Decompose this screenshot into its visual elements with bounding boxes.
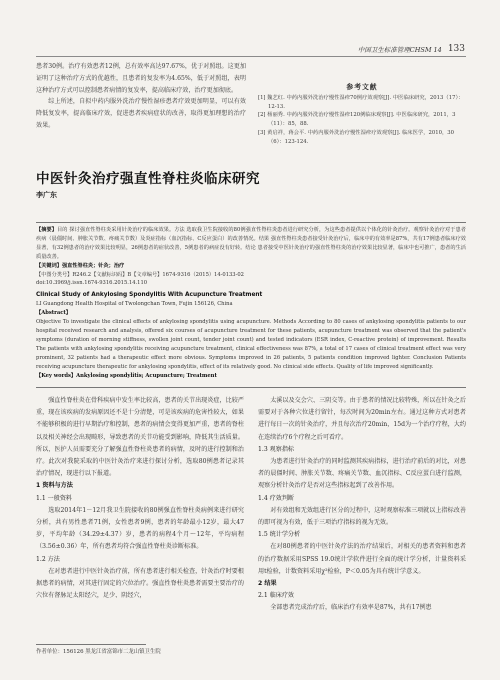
reference-item: [1] 魏艺红. 中药内服外洗治疗慢性湿疹70例疗效观察[J]. 中医临床研究，2013（17）：12-13. xyxy=(258,95,464,110)
subsection-heading: 1.1 一般资料 xyxy=(36,494,73,502)
article-title: 中医针灸治疗强直性脊柱炎临床研究 xyxy=(36,171,260,187)
cn-keywords xyxy=(36,262,466,271)
author-affiliation-footnote: 作者单位：156126 黑龙江省富锦市二龙山镇卫生院 xyxy=(36,649,161,655)
section-heading: 1 资料与方法 xyxy=(36,482,73,490)
section-heading: 2 结果 xyxy=(258,580,277,588)
paragraph: 患者30例。治疗有效患者12例，总有效率高达97.67%，优于对照组。这更加证明了这种治疗方式的优越性，且患者的复发率为4.65%，低于对照组，表明这种治疗方式可以控制患者病情的复发率，提高临床疗效，治疗更加彻底。 xyxy=(36,63,246,94)
paragraph: 选取2014年1－12月我卫生院接收的80例强直性脊柱炎病例来进行研究分析，共有男性患者71例，女性患者9例，患者的年龄最小12岁，最大47岁，平均年龄（34.29±4.37）岁，患者的病程4个月～12年，平均病程（3.56±0.36）年，所有患者均符合强直性脊柱炎诊断标准。 xyxy=(36,506,244,551)
references-title: 参考文献 xyxy=(346,83,378,91)
en-abstract-label-text: 【Abstract】 xyxy=(36,310,71,317)
en-abstract-text: Objective To investigate the clinical effects of ankylosing spondylitis using acupuncture. Methods According to 80 cases of ankylosing spondylitis patients to our hospital received research and analysis, offered six courses of acupuncture treatment for these patients, acupuncture treatment was observed that the patient's symptoms (duration of morning stiffness, swollen joint count, tender joint count) and tested indicators (ESR index, C-reactive protein) of improvement. Results The patients with ankylosing spondylitis receiving acupuncture treatment, clinical effectiveness was 87%, a total of 17 cases of clinical treatment effect was very prominent, 32 patients had a therapeutic effect more obvious. Symptoms improved in 26 patients, 5 patients condition improved lighter. Conclusion Patients receiving acupuncture therapeutic for ankylosing spondylitis, effect of its relatively good. No clinical side effects. Quality of life improved significantly. xyxy=(36,319,466,370)
subsection-heading: 1.5 统计学分析 xyxy=(258,531,301,539)
subsection-heading: 1.2 方法 xyxy=(36,555,60,563)
paragraph: 强直性脊柱炎在骨科疾病中发生率比较高，患者的关节出现炎症，比较严重，现在该疾病的发病原因还不是十分清楚，可是该疾病的危害性较大，如果不能够积极的进行早期治疗和控制，患者的病情会变得更加严重，患者的脊柱以及相关神经会出现畸形，导致患者的关节功能受到影响，降低其生活质量。所以，医护人员需要充分了解强直性脊柱炎患者的病情，及时的进行控制和治疗。此次对我院采取的中医针灸治疗来进行探讨分析，选取80例患者记录其治疗情况，现进行以下报道。 xyxy=(36,397,244,478)
cn-classification: 【中图分类号】R246.2【文献标识码】B【文章编号】1674-9316（2015）14-0133-02 xyxy=(36,271,244,278)
en-abstract-label xyxy=(36,309,466,318)
header-divider xyxy=(36,56,466,57)
en-keywords xyxy=(36,372,466,381)
paragraph: 为患者进行针灸治疗的同时监测其疾病指标，进行治疗前后的对比，对患者的晨僵时间、肿胀关节数、疼痛关节数、血沉指标、C反应蛋白进行监测，观察分析针灸治疗是否对这些指标起到了改善作用。 xyxy=(258,458,466,490)
running-header xyxy=(300,43,465,55)
en-keywords-text: 【Key words】Ankylosing spondylitis; Acupuncture; Treatment xyxy=(36,372,217,379)
paragraph: 综上所述，自拟中药内服外洗治疗慢性湿疹患者疗效更加明显，可以有效降低复发率，提高临床疗效，促进患者疾病症状的改善，取得更加理想的治疗效果。 xyxy=(36,98,246,129)
references-section xyxy=(258,81,466,146)
paragraph: 在对80例患者的中医针灸疗法的治疗结果后，对相关的患者资料和患者的治疗数据采用SPSS 19.0统计学软件进行全面的统计学分析，计量资料采用t检验，计数资料采用χ²检验，P＜0.05为具有统计学意义。 xyxy=(258,543,466,575)
en-title: Clinical Study of Ankylosing Spondylitis With Acupuncture Treatment xyxy=(36,292,263,299)
subsection-heading: 1.4 疗效判断 xyxy=(258,494,295,502)
en-affiliation: LI Guangdong Health Hospital of Twolongchan Town, Fujin 156126, China xyxy=(36,301,233,308)
article-author: 李广东 xyxy=(36,190,57,199)
cn-abstract-text: 目的 探讨强直性脊柱炎采用针灸治疗的临床效果。方法 选取我卫生院接收的80例强直性脊柱炎患者进行研究分析，为这些患者提供以个体化的针灸治疗。观察针灸治疗对于患者疾病（晨僵时间、肿胀关节数、疼痛关节数）及炎症指标（血沉指标、C反应蛋白）的改善情况。结果 强直性脊柱炎患者接受针灸治疗后，临床中的有效率是87%，共有17例患者临床疗效显著，有32例患者的治疗效果比较明显，26例患者的症状改善，5例患者的病症没有好转。结论 患者接受中医针灸治疗的强直性脊柱炎的治疗效果比较显著，临床中也可推广，患者的生活质量改善。 xyxy=(36,227,466,260)
paragraph: 对有效组和无效组进行区分的过程中，这时观察标准三项就以上指标改善的即可视为有效，低于三项治疗指标的视为无效。 xyxy=(258,506,466,527)
paragraph: 太溪以及交会穴、三阴交等。由于患者的情况比较特殊，所以在针灸之后需要对于各种穴位进行留针，每次时间为20min左右。通过这种方式对患者进行每日一次的针灸治疗，并且每次治疗20min，15d为一个治疗疗程，大约在连续治疗6个疗程之后可看疗。 xyxy=(258,397,466,441)
reference-item: [3] 黄启祥，蒋会平. 中药内服外洗治疗慢性湿疹疗效观察[J]. 临床医学，2010，30（6）：123-124. xyxy=(258,129,455,145)
subsection-heading: 1.3 观察指标 xyxy=(258,445,295,453)
body-column-left xyxy=(36,395,244,602)
footnote-divider xyxy=(36,644,146,645)
subsection-heading: 2.1 临床疗效 xyxy=(258,592,295,600)
paragraph: 在对患者进行中医针灸治疗前，所有患者进行相关检查，针灸治疗时要根据患者的病情，对其进行固定的穴位治疗。强直性脊柱炎患者需要主要治疗的穴位有督脉足太阳经穴，足少、阴经穴， xyxy=(36,567,244,600)
abstract-block xyxy=(36,222,466,388)
doi: doi:10.3969/j.issn.1674-9316.2015.14.110 xyxy=(36,280,148,287)
paragraph: 全部患者完成治疗后，临床治疗有效率是87%，共有17例患 xyxy=(270,604,432,612)
journal-name: 中国卫生标准管理CHSM 14 xyxy=(357,45,442,54)
page-number: 133 xyxy=(447,44,465,54)
cn-abstract-label: 【摘要】 xyxy=(36,227,57,233)
cn-keywords-text: 【关键词】强直性脊柱炎；针灸；治疗 xyxy=(36,262,125,269)
reference-item: [2] 杨丽秀. 中药内服外洗治疗慢性湿疹120例临床观察[J]. 中医临床研究，2011，3（11）：85，88. xyxy=(258,112,456,128)
cn-abstract xyxy=(36,226,466,262)
previous-article-conclusion xyxy=(36,61,246,132)
body-column-right xyxy=(258,395,466,615)
